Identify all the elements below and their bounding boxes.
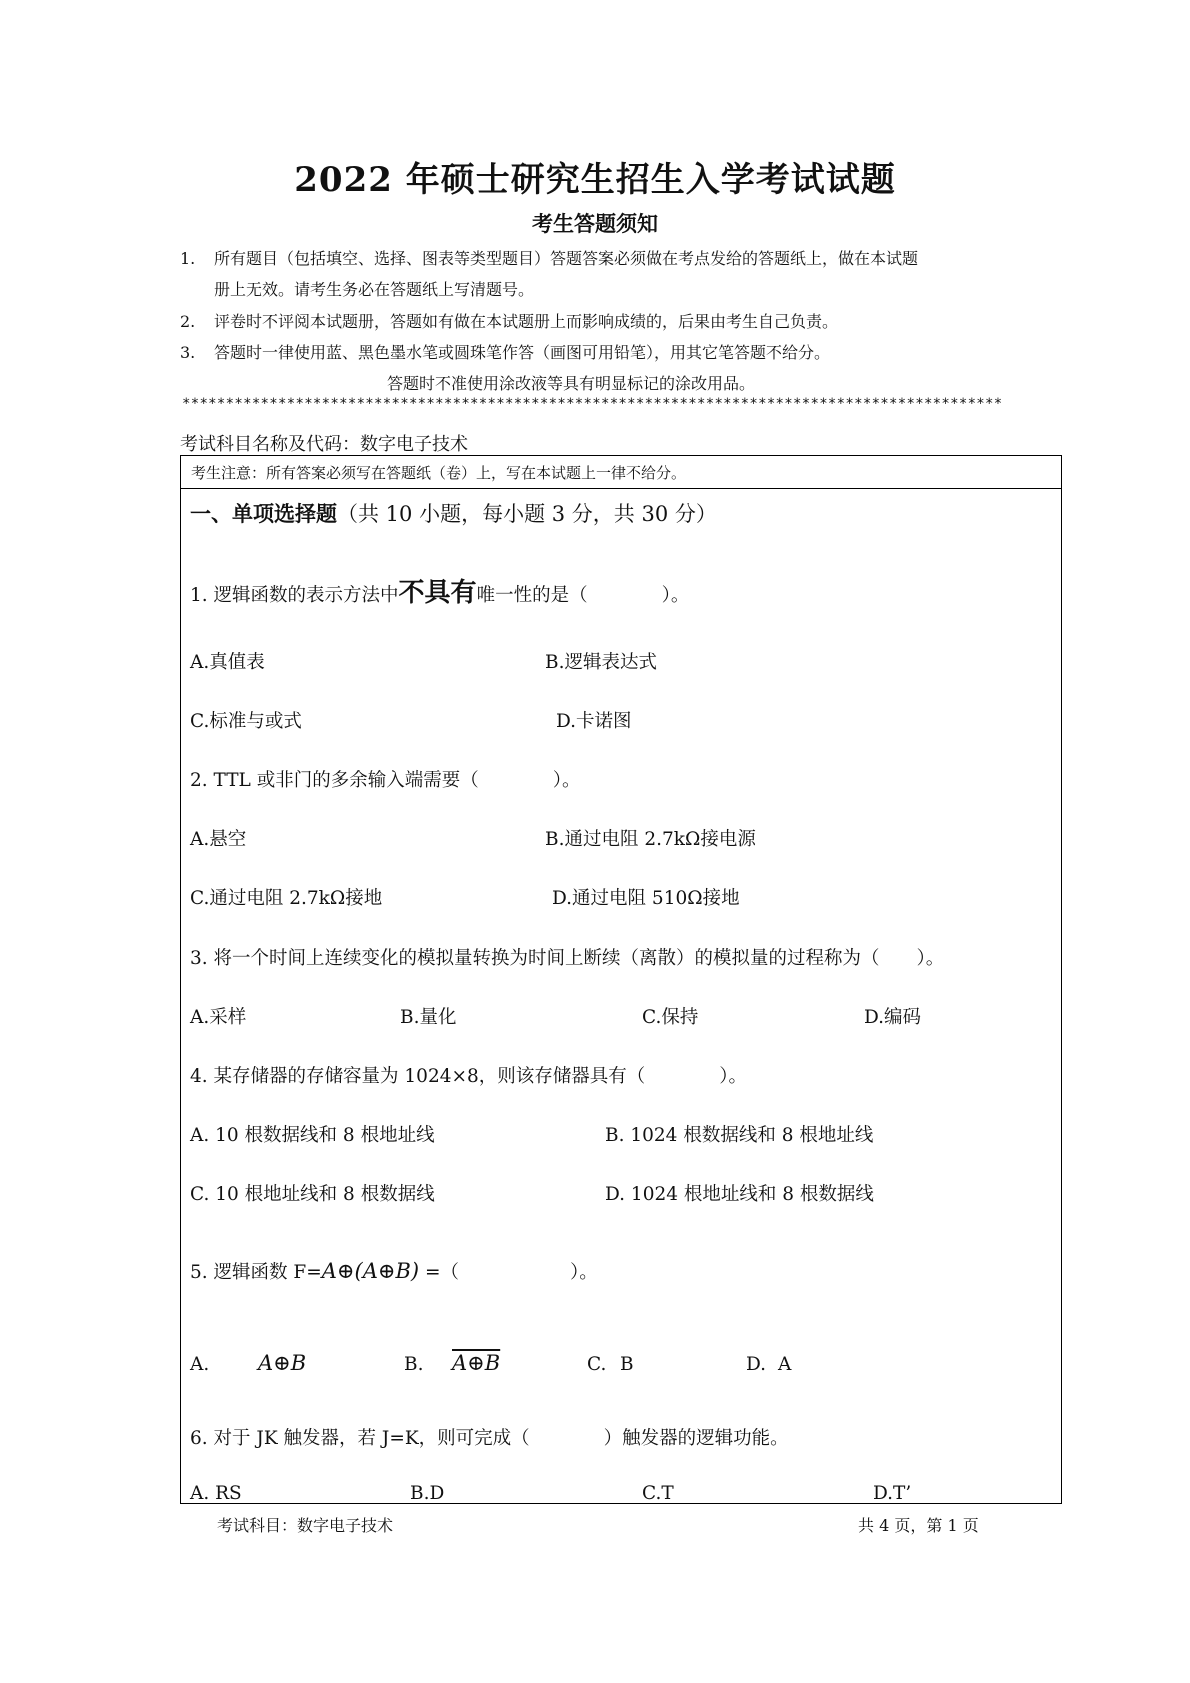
footer-page-number: 共 4 页，第 1 页 [858,1516,979,1535]
option: B.通过电阻 2.7kΩ接电源 [545,829,756,850]
footer-subject: 考试科目：数字电子技术 [217,1516,394,1535]
option: C.通过电阻 2.7kΩ接地 [190,888,383,909]
question-4: 4. 某存储器的存储容量为 1024×8，则该存储器具有（ ）。 [190,1066,748,1087]
rule-item [214,277,534,300]
subject-line: 考试科目名称及代码：数字电子技术 [180,434,468,455]
notice-title: 考生答题须知 [532,212,658,236]
option-formula: A⊕B [452,1351,501,1375]
option: C.保持 [642,1007,699,1028]
question-2: 2. TTL 或非门的多余输入端需要（ ）。 [190,770,581,791]
question-3: 3. 将一个时间上连续变化的模拟量转换为时间上断续（离散）的模拟量的过程称为（ ）。 [190,948,945,969]
section-detail: （共 10 小题，每小题 3 分，共 30 分） [337,502,717,526]
question-1 [190,572,689,609]
option-label: C. [587,1354,607,1375]
rule-number: 1. [180,249,196,268]
option: D.通过电阻 510Ω接地 [552,888,740,909]
question-text: 唯一性的是（ ）。 [476,585,690,606]
option: C. 10 根地址线和 8 根数据线 [190,1184,435,1205]
option: D.编码 [864,1007,922,1028]
option: A.真值表 [190,652,265,673]
option: A.悬空 [190,829,247,850]
answer-frame [180,455,1062,1504]
frame-note: 考生注意：所有答案必须写在答题纸（卷）上，写在本试题上一律不给分。 [191,464,687,482]
question-text: 5. 逻辑函数 F= [190,1262,322,1283]
option: A.采样 [190,1007,247,1028]
rule-text: 册上无效。请考生务必在答题纸上写清题号。 [214,280,535,299]
option: B.D [410,1483,445,1504]
option: C.T [642,1483,674,1504]
option: B.量化 [400,1007,457,1028]
formula: A⊕(A⊕B) [321,1259,420,1283]
option: B. 1024 根数据线和 8 根地址线 [605,1125,874,1146]
rule-item [180,309,838,332]
option-formula: A⊕B [258,1351,307,1375]
section-heading [190,498,717,528]
rule-text: 答题时不准使用涂改液等具有明显标记的涂改用品。 [387,374,756,393]
question-5 [190,1258,598,1284]
option: A. 10 根数据线和 8 根地址线 [190,1125,435,1146]
question-6: 6. 对于 JK 触发器，若 J=K，则可完成（ ）触发器的逻辑功能。 [190,1428,789,1449]
option-value: B [620,1354,634,1375]
option: D.T’ [873,1483,912,1504]
section-title: 一、单项选择题 [190,502,337,526]
separator-line: ********************************************************************************************** [182,396,1003,412]
question-text: 1. 逻辑函数的表示方法中 [190,585,399,606]
option: D.卡诺图 [556,711,632,732]
exam-title: 2022 年硕士研究生招生入学考试试题 [294,160,896,200]
rule-item [180,246,918,269]
rule-number: 3. [180,343,196,362]
rule-number: 2. [180,312,196,331]
option-label: D. [746,1354,767,1375]
option: D. 1024 根地址线和 8 根数据线 [605,1184,874,1205]
rule-text: 答题时一律使用蓝、黑色墨水笔或圆珠笔作答（画图可用铅笔），用其它笔答题不给分。 [214,343,831,362]
option-value: A [778,1354,792,1375]
option: C.标准与或式 [190,711,302,732]
option: A. RS [190,1483,242,1504]
rule-item [387,371,755,394]
frame-divider [180,488,1062,489]
rule-text: 所有题目（包括填空、选择、图表等类型题目）答题答案必须做在考点发给的答题纸上，做在本试题 [214,249,919,268]
option-label: B. [404,1354,424,1375]
question-emphasis: 不具有 [398,578,477,608]
rule-item [180,340,830,363]
rule-text: 评卷时不评阅本试题册，答题如有做在本试题册上而影响成绩的，后果由考生自己负责。 [214,312,839,331]
question-text: =（ ）。 [419,1262,598,1283]
option-label: A. [190,1354,210,1375]
option: B.逻辑表达式 [545,652,657,673]
